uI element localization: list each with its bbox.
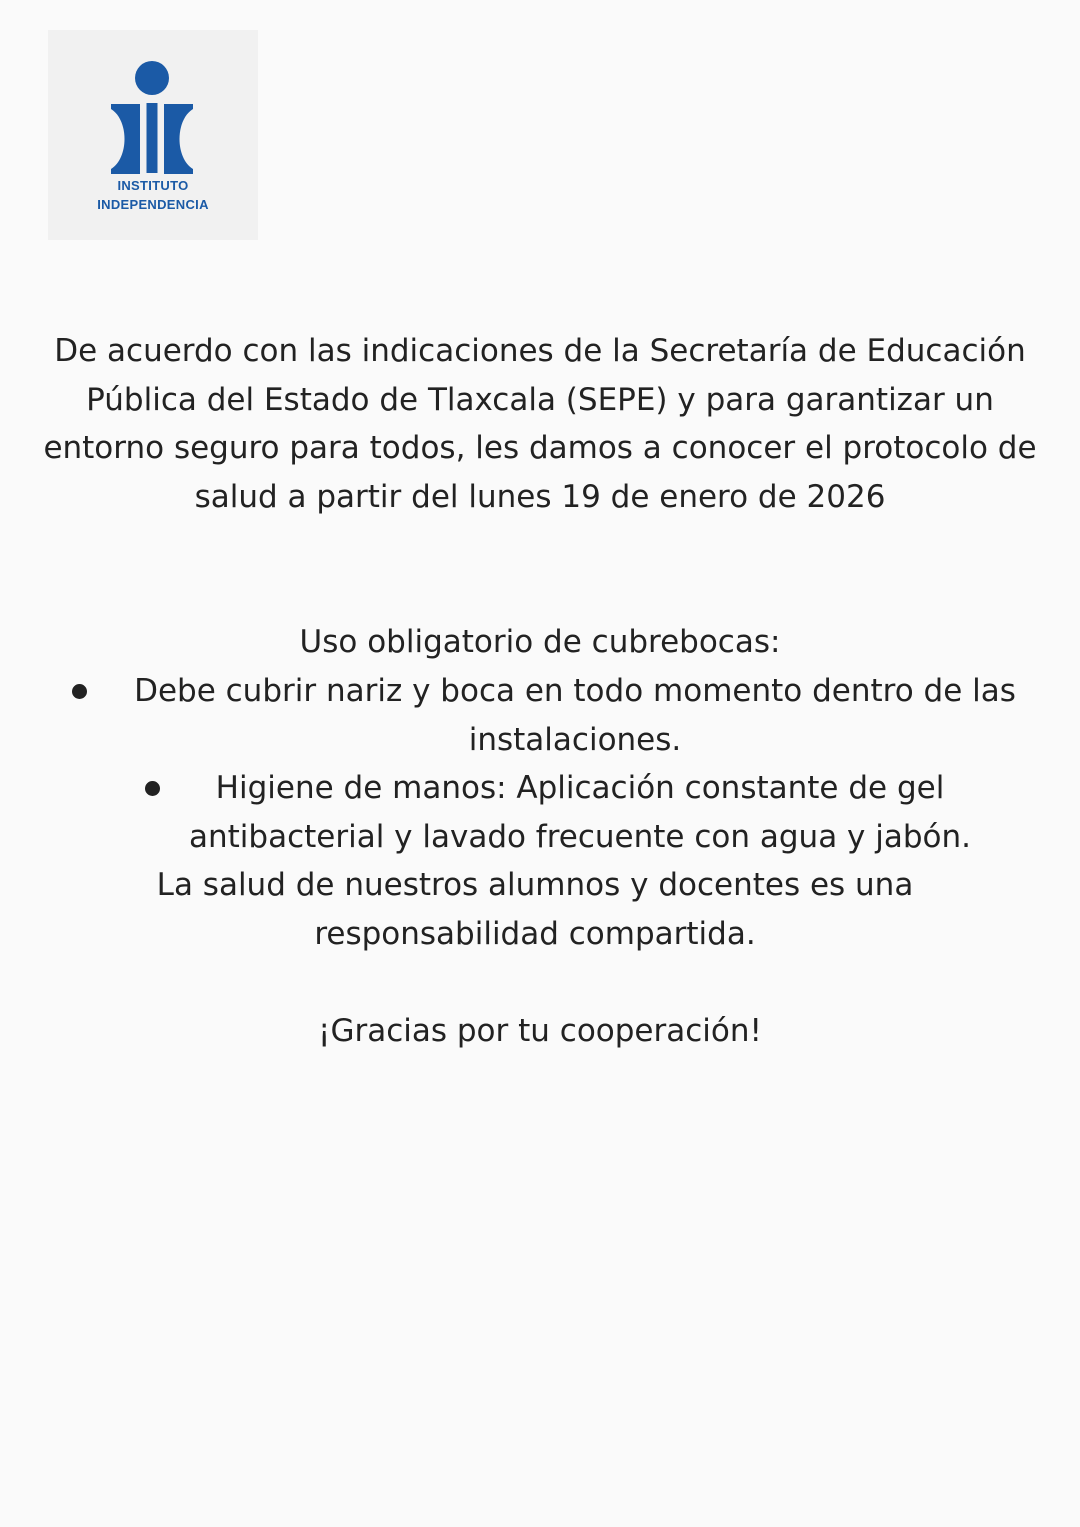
bullet-icon	[72, 684, 87, 699]
institute-logo	[48, 30, 258, 240]
bullet-icon	[145, 781, 160, 796]
logo-text-independencia: INDEPENDENCIA	[97, 197, 209, 212]
closing-paragraph: La salud de nuestros alumnos y docentes es una responsabilidad compartida.	[156, 867, 914, 952]
thanks-text: ¡Gracias por tu cooperación!	[318, 1013, 762, 1049]
list-item-mask: Debe cubrir nariz y boca en todo momento dentro de las instalaciones.	[134, 673, 1016, 758]
mask-heading: Uso obligatorio de cubrebocas:	[299, 624, 781, 660]
list-item-hand-hygiene: Higiene de manos: Aplicación constante de gel antibacterial y lavado frecuente con agua y jabón.	[188, 770, 971, 855]
logo-text-instituto: INSTITUTO	[117, 178, 189, 193]
intro-paragraph: De acuerdo con las indicaciones de la Secretaría de Educación Pública del Estado de Tlaxcala (SEPE) y para garantizar un entorno seguro para todos, les damos a conocer el protocolo de salud a partir del lunes 19 de enero de 2026	[43, 333, 1037, 515]
